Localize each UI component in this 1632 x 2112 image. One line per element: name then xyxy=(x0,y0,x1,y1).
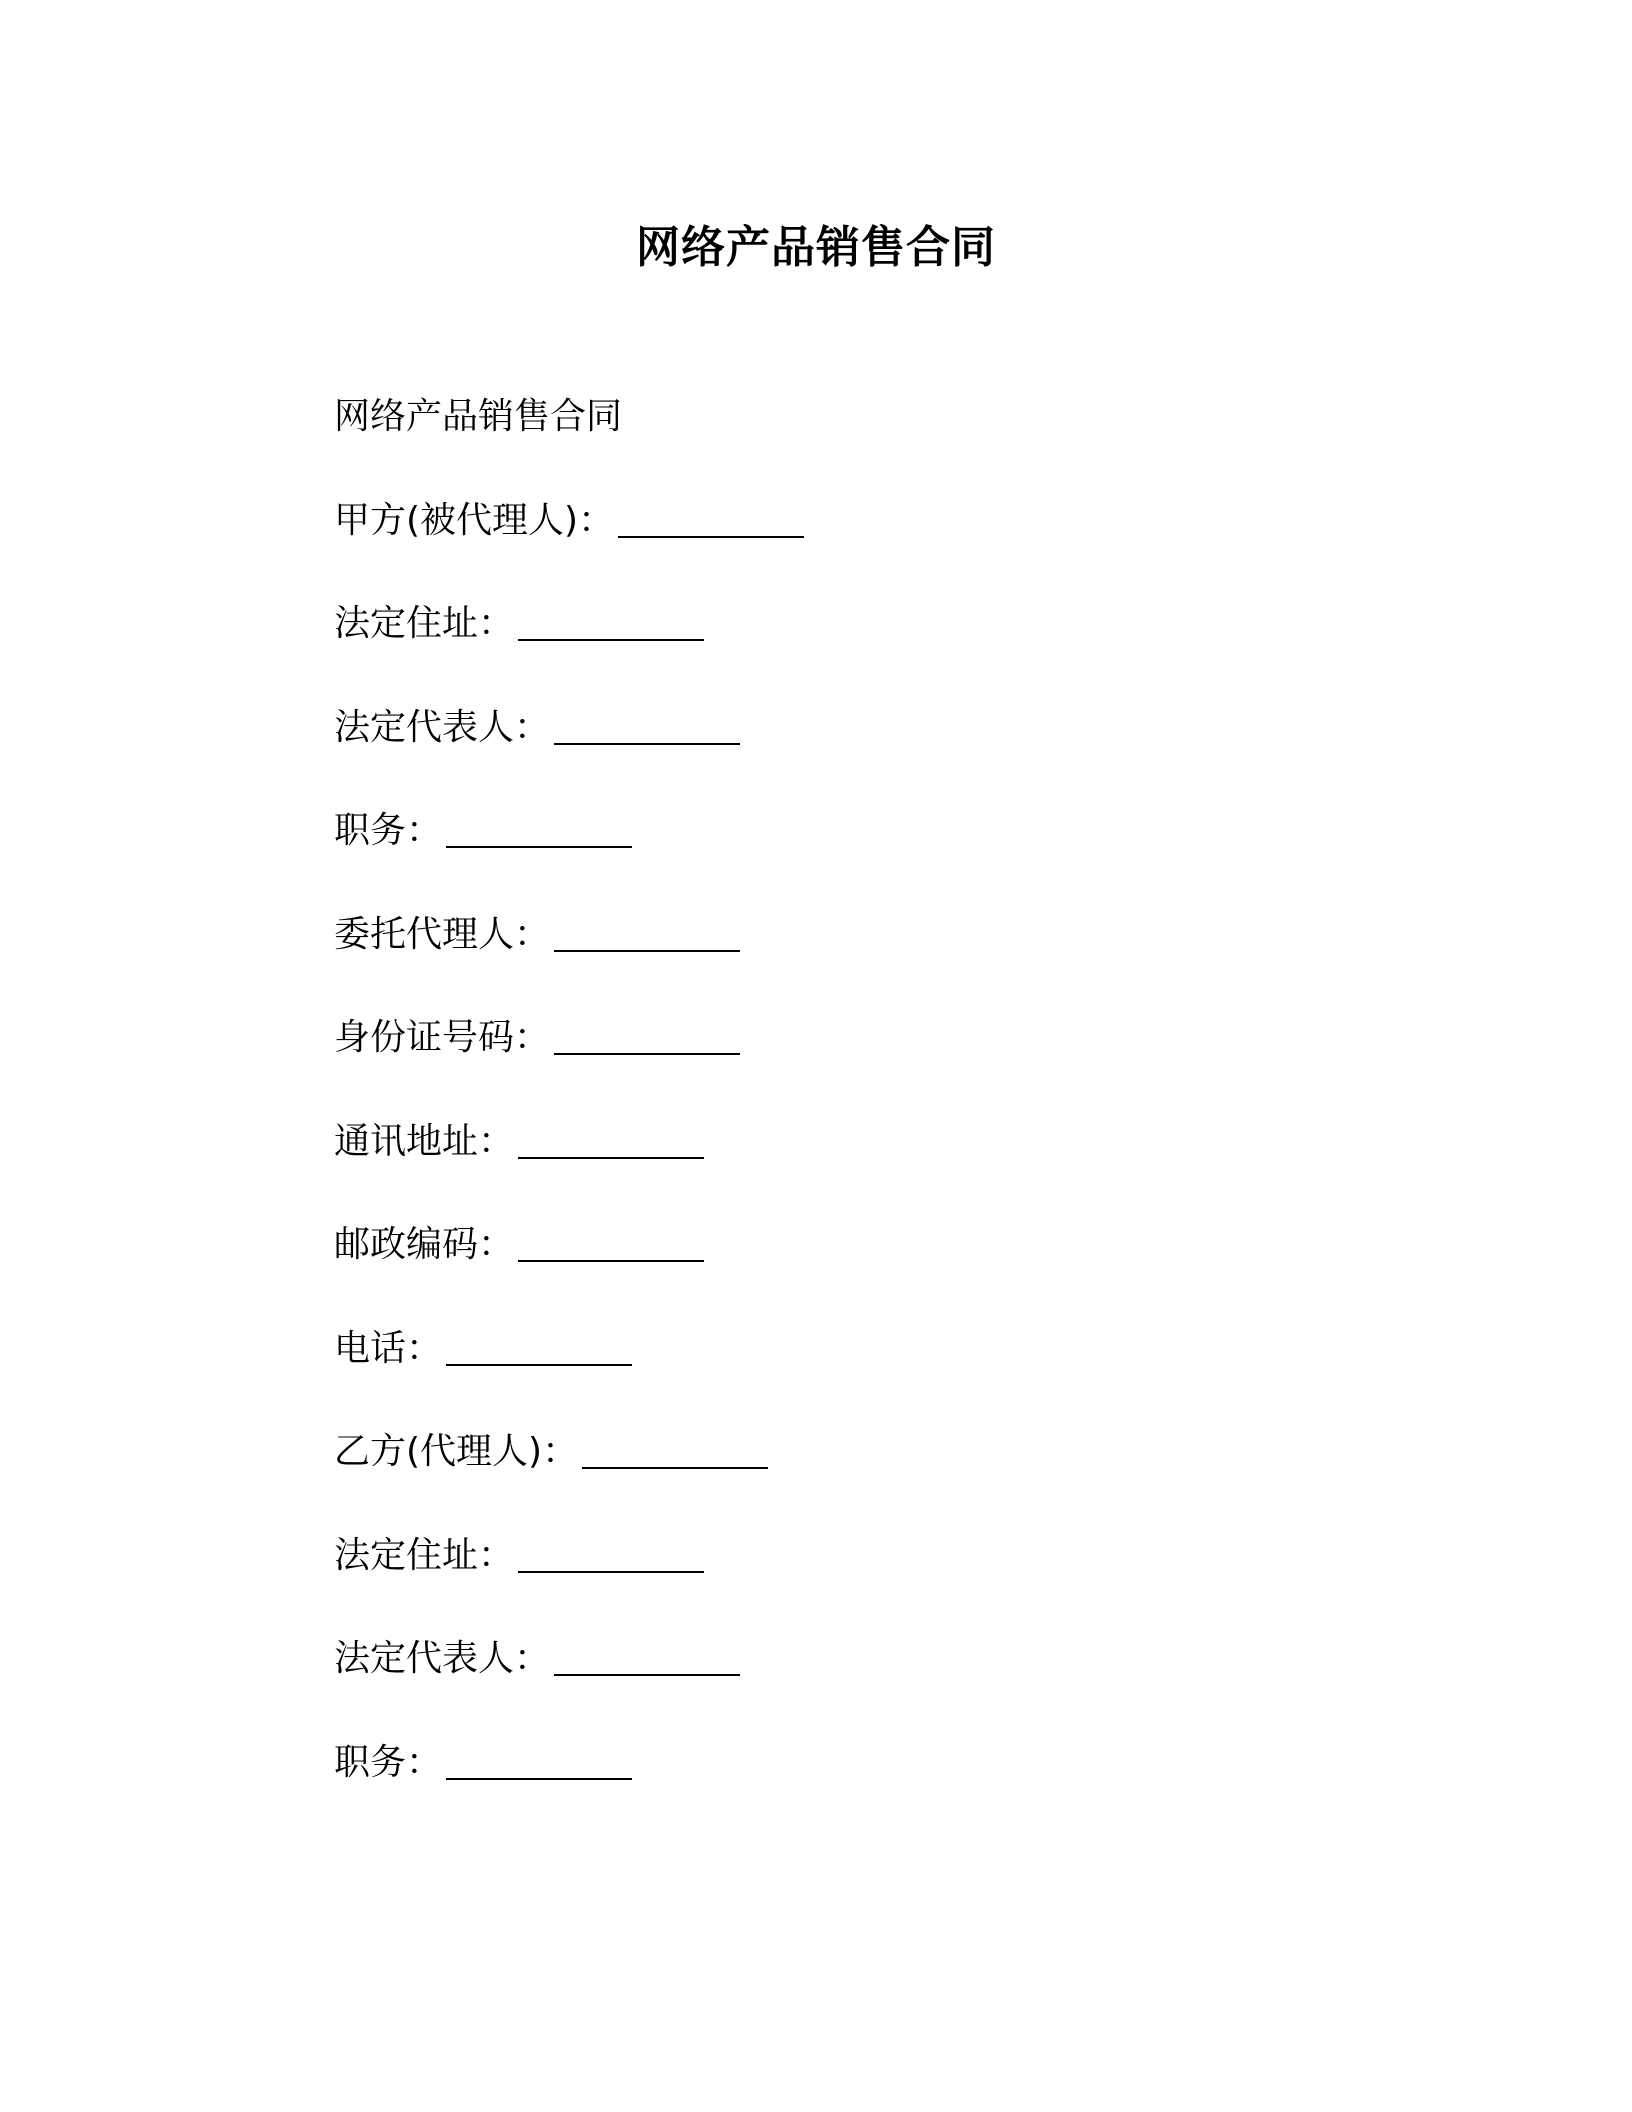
fill-in-blank xyxy=(518,1117,704,1159)
fill-in-blank xyxy=(554,1634,740,1676)
field-party-a-address xyxy=(334,599,1434,649)
fill-in-blank xyxy=(554,703,740,745)
field-label: 通讯地址： xyxy=(334,1120,515,1162)
fill-in-blank xyxy=(618,496,804,538)
fill-in-blank xyxy=(554,910,740,952)
fill-in-blank xyxy=(446,806,632,848)
field-label: 乙方(代理人)： xyxy=(334,1431,579,1472)
field-party-b-address xyxy=(334,1531,1434,1581)
field-party-a xyxy=(334,496,1434,546)
field-label: 邮政编码： xyxy=(334,1224,515,1265)
document-title: 网络产品销售合同 xyxy=(636,222,996,273)
contract-subtitle: 网络产品销售合同 xyxy=(334,396,623,437)
field-authorized-agent xyxy=(334,910,1434,960)
field-label: 法定代表人： xyxy=(334,1638,551,1679)
field-mailing-address xyxy=(334,1117,1434,1167)
field-id-number xyxy=(334,1013,1434,1063)
fill-in-blank xyxy=(518,599,704,641)
field-label: 电话： xyxy=(334,1327,443,1369)
field-party-b-position xyxy=(334,1738,1434,1788)
field-label: 法定代表人： xyxy=(334,706,551,748)
field-label: 委托代理人： xyxy=(334,913,551,955)
fill-in-blank xyxy=(446,1738,632,1780)
fill-in-blank xyxy=(582,1427,768,1469)
field-party-b-legal-rep xyxy=(334,1634,1434,1684)
field-phone xyxy=(334,1324,1434,1374)
field-label: 职务： xyxy=(334,810,443,851)
fill-in-blank xyxy=(518,1220,704,1262)
fill-in-blank xyxy=(446,1324,632,1366)
field-label: 法定住址： xyxy=(334,603,515,644)
field-label: 身份证号码： xyxy=(334,1017,551,1058)
contract-body xyxy=(334,392,1434,1788)
field-postal-code xyxy=(334,1220,1434,1270)
field-label: 法定住址： xyxy=(334,1534,515,1576)
field-label: 职务： xyxy=(334,1741,443,1783)
fill-in-blank xyxy=(554,1013,740,1055)
field-party-b xyxy=(334,1427,1434,1477)
field-label: 甲方(被代理人)： xyxy=(334,499,615,541)
field-party-a-legal-rep xyxy=(334,703,1434,753)
party-info-fields xyxy=(334,496,1434,1788)
field-party-a-position xyxy=(334,806,1434,856)
fill-in-blank xyxy=(518,1531,704,1573)
